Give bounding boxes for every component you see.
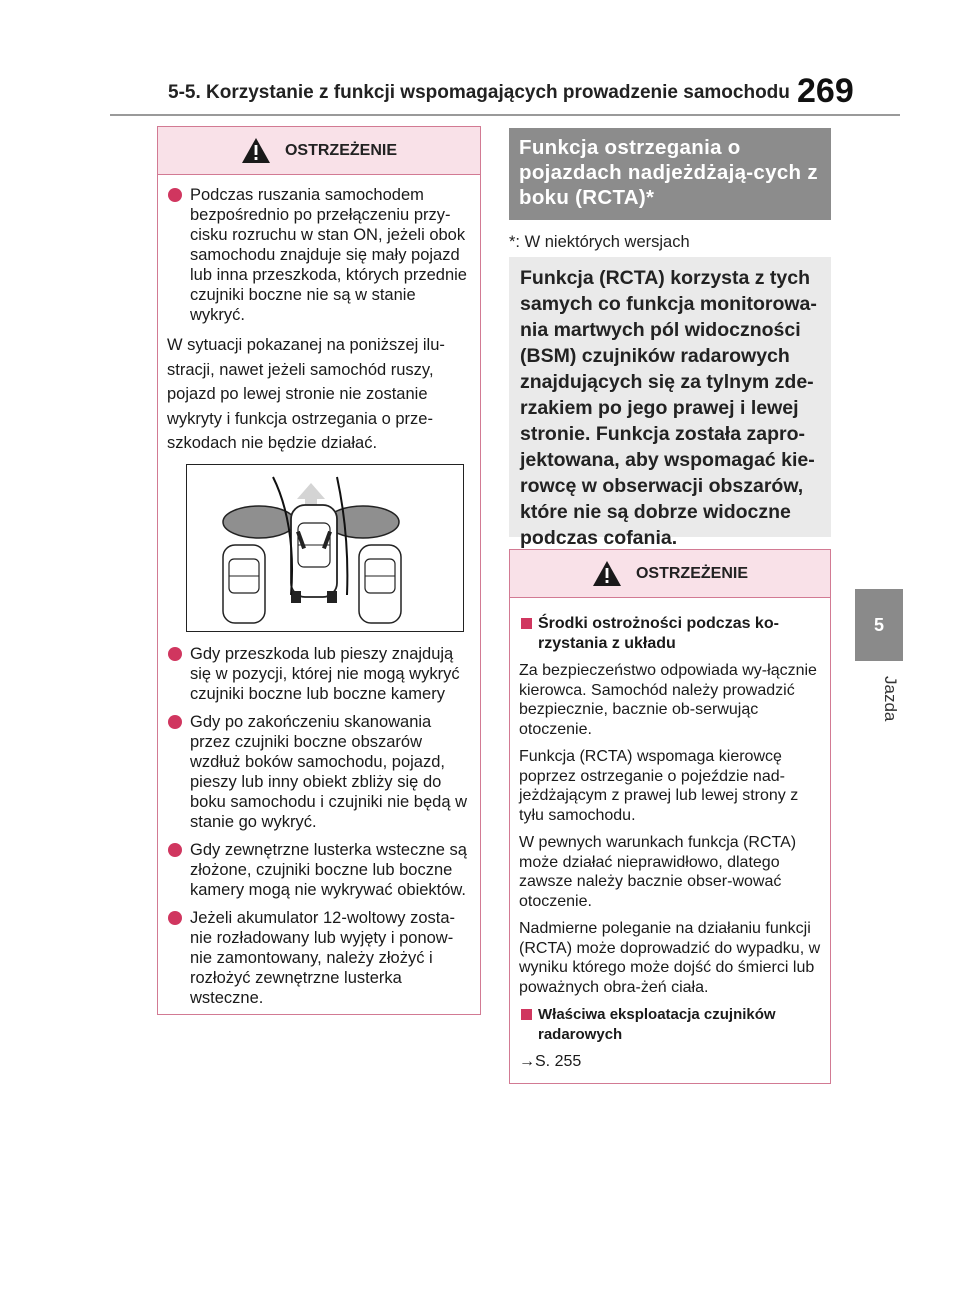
warning-paragraph: Nadmierne poleganie na działaniu funkcji (RCTA) może doprowadzić do wypadku, w wyniku którego może dojść do śmierci lub poważnych obra-żeń ciała. bbox=[519, 920, 821, 996]
warning-bullet bbox=[167, 185, 472, 325]
warning-triangle-icon bbox=[241, 137, 271, 164]
bullet-text: Gdy przeszkoda lub pieszy znajdują się w pozycji, której nie mogą wykryć czujniki boczne lub boczne kamery bbox=[190, 644, 460, 703]
bullet-dot bbox=[168, 715, 182, 729]
bullet-text: Jeżeli akumulator 12-woltowy zosta-nie rozładowany lub wyjęty i ponow-nie zamontowany, należy złożyć i rozłożyć zewnętrzne lusterka wsteczne. bbox=[190, 908, 456, 1007]
warning-paragraph: Funkcja (RCTA) wspomaga kierowcę poprzez ostrzeganie o pojeździe nad-jeżdżającym z prawej lub lewej strony z tyłu samochodu. bbox=[519, 748, 799, 824]
warning-bullet bbox=[167, 644, 472, 704]
warning-heading: OSTRZEŻENIE bbox=[635, 564, 748, 582]
warning-header bbox=[510, 550, 830, 598]
bullet-text: Podczas ruszania samochodem bezpośrednio po przełączeniu przy-cisku rozruchu w stan ON, jeżeli obok samochodu znajduje się mały pojazd lub inna przeszkoda, których przednie czujniki boczne nie są w stanie wykryć. bbox=[190, 186, 467, 324]
subheading bbox=[519, 1005, 822, 1044]
right-warning-box bbox=[509, 549, 831, 1084]
subheading-text: Środki ostrożności podczas ko-rzystania z układu bbox=[538, 615, 779, 652]
bullet-dot bbox=[168, 647, 182, 661]
warning-header bbox=[158, 127, 480, 175]
bullet-dot bbox=[168, 188, 182, 202]
subheading-text: Właściwa eksploatacja czujników radarowych bbox=[538, 1006, 776, 1043]
section-title: Funkcja ostrzegania o pojazdach nadjeżdżają-cych z boku (RCTA)* bbox=[509, 128, 831, 220]
subheading bbox=[519, 614, 822, 653]
bullet-dot bbox=[168, 911, 182, 925]
running-header: 5-5. Korzystanie z funkcji wspomagających prowadzenie samochodu bbox=[168, 82, 790, 103]
page-reference-link[interactable]: →S. 255 bbox=[519, 1053, 582, 1070]
chapter-tab: 5 bbox=[855, 589, 903, 661]
bullet-text: Gdy po zakończeniu skanowania przez czujniki boczne obszarów wzdłuż boków samochodu, pojazd, pieszy lub inny obiekt zbliży się do boku samochodu i czujniki nie będą w stanie go wykryć. bbox=[190, 712, 467, 831]
warning-paragraph: W sytuacji pokazanej na poniższej ilu-stracji, nawet jeżeli samochód ruszy, pojazd po lewej stronie nie zostanie wykryty i funkcja ostrzegania o prze-szkodach nie będzie działać. bbox=[167, 336, 445, 452]
chapter-label: Jazda bbox=[881, 676, 900, 722]
summary-box: Funkcja (RCTA) korzysta z tych samych co funkcja monitorowa-nia martwych pól widoczności (BSM) czujników radarowych znajdujących się za tylnym zde-rzakiem po jego prawej i lewej stronie. Funkcja została zapro-jektowana, aby wspomagać kie-rowcę w obserwacji obszarów, które nie są dobrze widoczne podczas cofania. bbox=[509, 257, 831, 537]
warning-bullet bbox=[167, 712, 472, 832]
square-bullet-icon bbox=[521, 1009, 532, 1020]
cars-diagram bbox=[187, 465, 462, 630]
warning-bullet bbox=[167, 840, 472, 900]
header-divider bbox=[110, 114, 900, 116]
left-warning-box bbox=[157, 126, 481, 1015]
bullet-text: Gdy zewnętrzne lusterka wsteczne są złożone, czujniki boczne lub boczne kamery mogą nie wykrywać obiektów. bbox=[190, 840, 467, 899]
page-number: 269 bbox=[797, 72, 854, 110]
warning-bullet bbox=[167, 908, 472, 1008]
square-bullet-icon bbox=[521, 618, 532, 629]
parking-illustration bbox=[186, 464, 464, 632]
warning-paragraph: W pewnych warunkach funkcja (RCTA) może działać nieprawidłowo, dlatego zawsze należy bacznie obser-wować otoczenie. bbox=[519, 834, 797, 910]
warning-triangle-icon bbox=[592, 560, 622, 587]
bullet-dot bbox=[168, 843, 182, 857]
warning-paragraph: Za bezpieczeństwo odpowiada wy-łącznie kierowca. Samochód należy prowadzić bezpiecznie, bacznie ob-serwując otoczenie. bbox=[519, 662, 817, 738]
warning-heading: OSTRZEŻENIE bbox=[284, 141, 397, 159]
footnote: *: W niektórych wersjach bbox=[509, 233, 690, 251]
